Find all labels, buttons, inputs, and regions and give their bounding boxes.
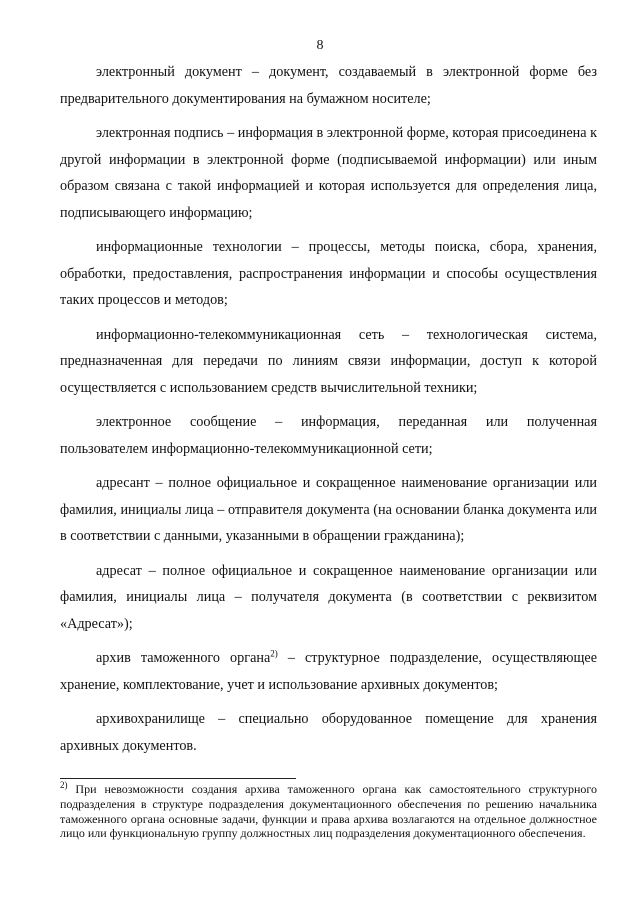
- definitions-body: [60, 59, 597, 767]
- footnote-separator: [60, 778, 296, 779]
- footnote-text: При невозможности создания архива таможенного органа как самостоятельного структурного подразделения в структуре подразделения документационного обеспечения по решению начальника таможенного органа основные задачи, функции и права архива возлагаются на отдельное должностное лицо или функциональную группу должностных лиц подразделения документационного обеспечения.: [60, 782, 597, 841]
- definition-archive-storage: архивохранилище – специально оборудованное помещение для хранения архивных документов.: [60, 711, 597, 754]
- footnote-marker: 2): [60, 780, 68, 790]
- footnote: [60, 782, 597, 841]
- definition-addressee: адресат – полное официальное и сокращенное наименование организации или фамилия, инициалы лица – получателя документа (в соответствии с реквизитом «Адресат»);: [60, 562, 597, 632]
- definition-addresser: адресант – полное официальное и сокращенное наименование организации или фамилия, инициалы лица – отправителя документа (на основании бланка документа или в соответствии с данными, указанными в обращении гражданина);: [60, 475, 597, 544]
- footnote-reference: 2): [270, 648, 278, 659]
- definition-information-technologies: информационные технологии – процессы, методы поиска, сбора, хранения, обработки, предоставления, распространения информации и способы осуществления таких процессов и методов;: [60, 239, 597, 308]
- definition-telecom-network: информационно-телекоммуникационная сеть – технологическая система, предназначенная для передачи по линиям связи информации, доступ к которой осуществляется с использованием средств вычислительной техники;: [60, 326, 597, 396]
- page-number: 8: [316, 38, 324, 53]
- customs-archive-term: архив таможенного органа: [96, 650, 271, 666]
- definition-customs-archive: [60, 645, 597, 698]
- definition-electronic-message: электронное сообщение – информация, переданная или полученная пользователем информационно-телекоммуникационной сети;: [60, 414, 597, 457]
- definition-electronic-signature: электронная подпись – информация в электронной форме, которая присоединена к другой информации в электронной форме (подписываемой информации) или иным образом связана с такой информацией и которая используется для определения лица, подписывающего информацию;: [60, 125, 597, 221]
- customs-archive-definition: – структурное подразделение, осуществляющее хранение, комплектование, учет и использование архивных документов;: [60, 650, 597, 693]
- definition-electronic-document: электронный документ – документ, создаваемый в электронной форме без предварительного документирования на бумажном носителе;: [60, 64, 597, 107]
